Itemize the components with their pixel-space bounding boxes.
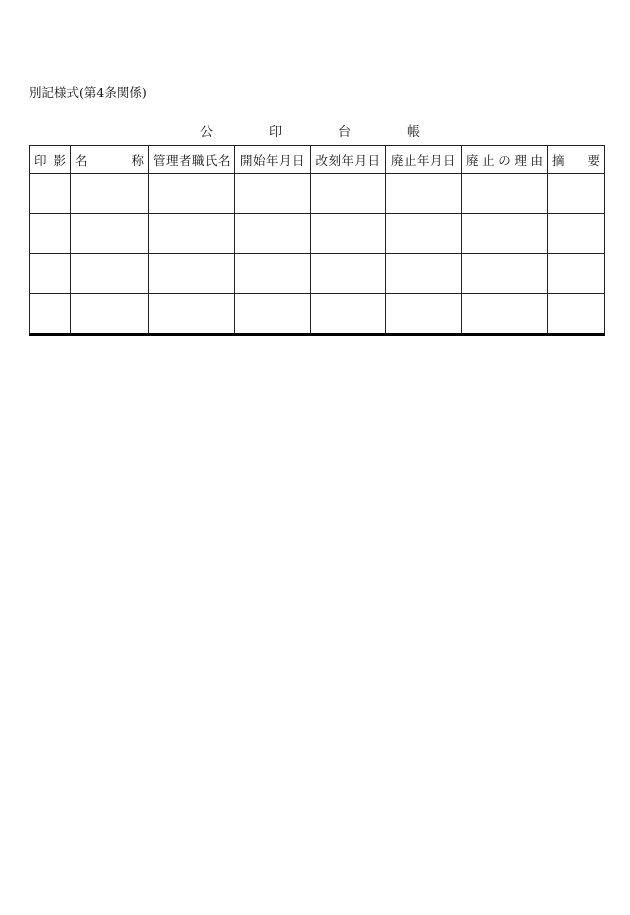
cell-abolition-reason[interactable] [462, 254, 548, 294]
cell-start-date[interactable] [235, 174, 311, 214]
cell-seal-impression[interactable] [30, 214, 71, 254]
cell-abolition-reason[interactable] [462, 174, 548, 214]
title-char: 印 [268, 125, 282, 140]
cell-manager-title[interactable] [149, 294, 235, 335]
cell-name[interactable] [71, 294, 149, 335]
header-seal-impression: 印 影 [30, 146, 71, 174]
table-row [30, 294, 605, 335]
cell-seal-impression[interactable] [30, 254, 71, 294]
cell-name[interactable] [71, 174, 149, 214]
header-name: 名 称 [71, 146, 149, 174]
cell-revision-date[interactable] [311, 174, 386, 214]
table-header-row [30, 146, 605, 174]
cell-remarks[interactable] [548, 214, 605, 254]
cell-revision-date[interactable] [311, 294, 386, 335]
cell-revision-date[interactable] [311, 254, 386, 294]
cell-seal-impression[interactable] [30, 294, 71, 335]
header-abolition-reason: 廃 止 の 理 由 [462, 146, 548, 174]
cell-manager-title[interactable] [149, 174, 235, 214]
title-char: 台 [337, 125, 351, 140]
table-row [30, 174, 605, 214]
cell-name[interactable] [71, 214, 149, 254]
cell-name[interactable] [71, 254, 149, 294]
cell-abolition-reason[interactable] [462, 294, 548, 335]
cell-seal-impression[interactable] [30, 174, 71, 214]
table-row [30, 254, 605, 294]
cell-manager-title[interactable] [149, 254, 235, 294]
title-char: 帳 [406, 125, 420, 140]
cell-abolition-date[interactable] [386, 254, 462, 294]
seal-ledger-table [29, 145, 605, 336]
cell-revision-date[interactable] [311, 214, 386, 254]
header-revision-date: 改刻年月日 [311, 146, 386, 174]
title-char: 公 [200, 125, 214, 140]
header-remarks: 摘 要 [548, 146, 605, 174]
cell-remarks[interactable] [548, 254, 605, 294]
cell-abolition-date[interactable] [386, 214, 462, 254]
cell-manager-title[interactable] [149, 214, 235, 254]
cell-abolition-reason[interactable] [462, 214, 548, 254]
cell-abolition-date[interactable] [386, 174, 462, 214]
cell-start-date[interactable] [235, 294, 311, 335]
cell-start-date[interactable] [235, 254, 311, 294]
document-title [200, 121, 420, 140]
cell-remarks[interactable] [548, 174, 605, 214]
header-manager-title: 管理者職氏名 [149, 146, 235, 174]
cell-remarks[interactable] [548, 294, 605, 335]
header-start-date: 開始年月日 [235, 146, 311, 174]
cell-start-date[interactable] [235, 214, 311, 254]
table-row [30, 214, 605, 254]
header-abolition-date: 廃止年月日 [386, 146, 462, 174]
form-reference: 別記様式(第4条関係) [29, 85, 147, 100]
cell-abolition-date[interactable] [386, 294, 462, 335]
